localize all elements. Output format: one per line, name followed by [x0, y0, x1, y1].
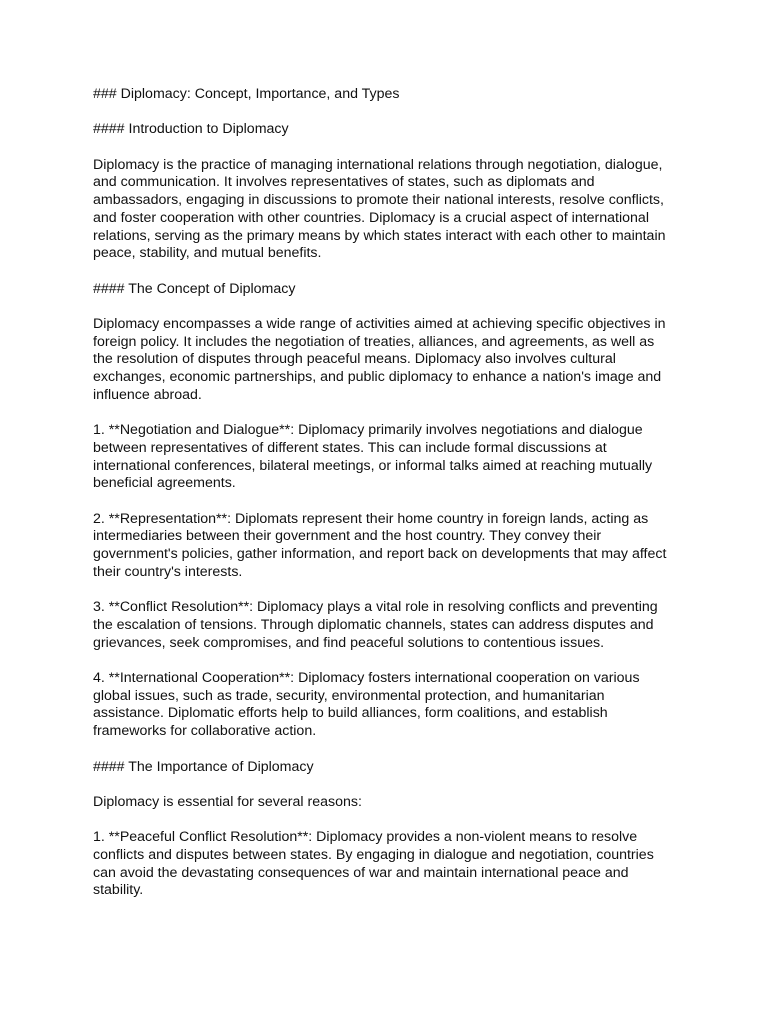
importance-intro-paragraph: Diplomacy is essential for several reasons:: [93, 793, 362, 810]
concept-list-item: 3. **Conflict Resolution**: Diplomacy plays a vital role in resolving conflicts and preventing the escalation of tensions. Through diplomatic channels, states can address disputes and grievances, seek compromises, and find peaceful solutions to contentious issues.: [93, 599, 658, 651]
section-heading-importance: #### The Importance of Diplomacy: [93, 758, 314, 775]
document-page: [93, 86, 673, 918]
document-title: ### Diplomacy: Concept, Importance, and Types: [93, 86, 400, 102]
importance-list-item: 1. **Peaceful Conflict Resolution**: Diplomacy provides a non-violent means to resolve conflicts and disputes between states. By engaging in dialogue and negotiation, countries can avoid the devastating consequences of war and maintain international peace and stability.: [93, 829, 654, 899]
section-heading-introduction: #### Introduction to Diplomacy: [93, 121, 289, 138]
introduction-paragraph: Diplomacy is the practice of managing international relations through negotiation, dialogue, and communication. It involves representatives of states, such as diplomats and ambassadors, engaging in discussions to promote their national interests, resolve conflicts, and foster cooperation with other countries. Diplomacy is a crucial aspect of international relations, serving as the primary means by which states interact with each other to maintain peace, stability, and mutual benefits.: [93, 156, 666, 262]
concept-paragraph: Diplomacy encompasses a wide range of activities aimed at achieving specific objectives in foreign policy. It includes the negotiation of treaties, alliances, and agreements, as well as the resolution of disputes through peaceful means. Diplomacy also involves cultural exchanges, economic partnerships, and public diplomacy to enhance a nation's image and influence abroad.: [93, 316, 666, 403]
section-heading-concept: #### The Concept of Diplomacy: [93, 280, 296, 297]
concept-list-item: 4. **International Cooperation**: Diplomacy fosters international cooperation on various global issues, such as trade, security, environmental protection, and humanitarian assistance. Diplomatic efforts help to build alliances, form coalitions, and establish frameworks for collaborative action.: [93, 670, 640, 740]
concept-list-item: 1. **Negotiation and Dialogue**: Diplomacy primarily involves negotiations and dialogue between representatives of different states. This can include formal discussions at international conferences, bilateral meetings, or informal talks aimed at reaching mutually beneficial agreements.: [93, 422, 653, 492]
concept-list-item: 2. **Representation**: Diplomats represent their home country in foreign lands, acting as intermediaries between their government and the host country. They convey their government's policies, gather information, and report back on developments that may affect their country's interests.: [93, 510, 667, 580]
